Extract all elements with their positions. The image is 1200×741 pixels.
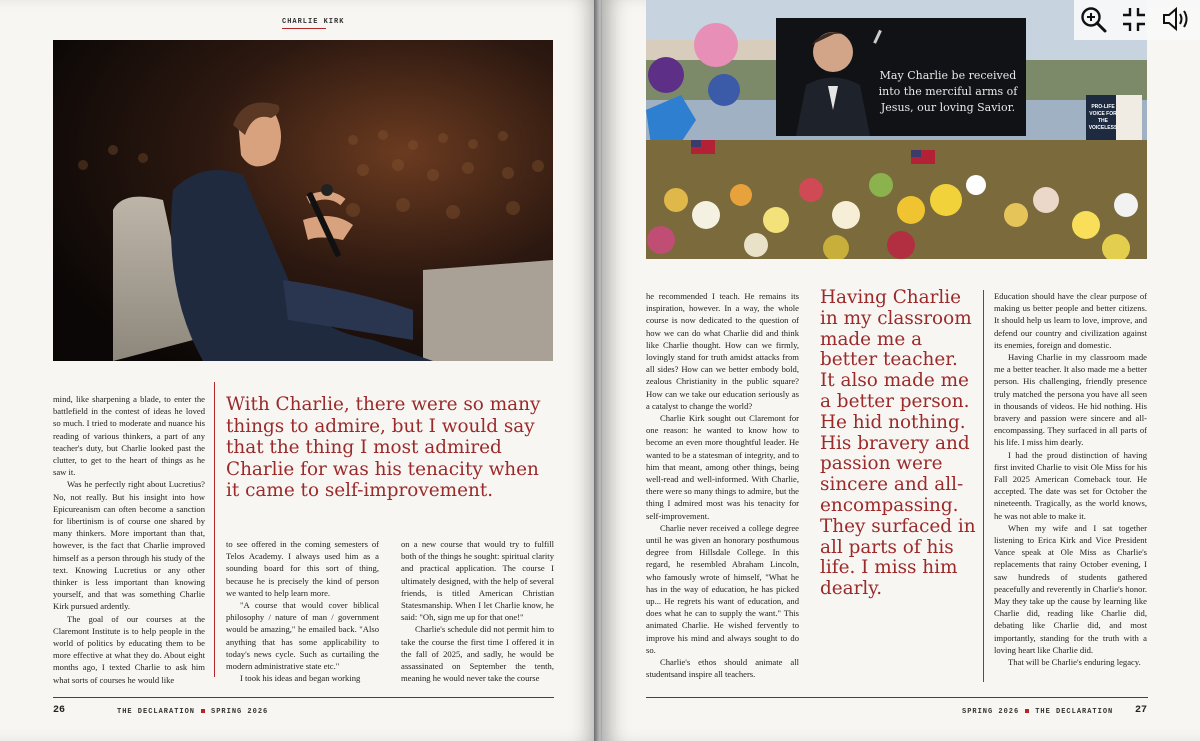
paragraph: Charlie never received a college degree until he was given an honorary posthumous degree from Hillsdale College. In this regard, he resembled Abraham Lincoln, who famously wrote of himself, "What he has in the way of education, he has picked up... He regrets his want of education, and does what he can to supply the want." This animated Charlie. He wished fervently to improve his mind and always sought to do so. xyxy=(646,522,799,655)
zoom-in-icon[interactable] xyxy=(1078,4,1110,34)
footer-credit xyxy=(962,708,1113,716)
paragraph: "A course that would cover biblical philosophy / nature of man / government would be amazing," he emailed back. "Also anything that has some applicability to today's news cycle. Such as curtailing the modern administrative state etc." xyxy=(226,600,379,672)
issue-name: SPRING 2026 xyxy=(211,708,269,716)
right-page xyxy=(602,0,1200,741)
page-number: 26 xyxy=(53,705,66,716)
pull-quote: With Charlie, there were so many things to admire, but I would say that the thing I most admired Charlie for was his tenacity when it came to self-improvement. xyxy=(226,394,541,501)
paragraph: he recommended I teach. He remains its inspiration, however. In a way, the whole course is now dedicated to the question of how we can do what Charlie did and think like Charlie thought. How can we firmly, lovingly stand for truth amidst attacks from all sides? How can we better embody bold, zealous Christianity in the public square? How can we take our education seriously as a catalyst to change the world? xyxy=(646,291,799,411)
right-column-1 xyxy=(646,290,799,681)
paragraph: to see offered in the coming semesters of Telos Academy. I always used him as a sounding board for this sort of thing, because he is precisely the kind of person we wanted to help learn more. xyxy=(226,539,379,598)
left-column-3 xyxy=(401,538,554,684)
speaker-photo xyxy=(53,40,553,361)
memorial-photo-art xyxy=(646,0,1147,259)
page-number: 27 xyxy=(1135,705,1148,716)
left-page xyxy=(0,0,598,741)
section-kicker: CHARLIE KIRK xyxy=(282,18,345,26)
publication-name: THE DECLARATION xyxy=(117,708,196,716)
viewer-toolbar xyxy=(1074,0,1200,40)
publication-name: THE DECLARATION xyxy=(1035,708,1114,716)
pull-quote-rule xyxy=(214,382,215,677)
footer-separator xyxy=(1025,709,1029,713)
audio-icon[interactable] xyxy=(1160,4,1192,34)
paragraph: mind, like sharpening a blade, to enter the battlefield in the contest of ideas he loved so much. I tried to moderate and nuance his reading of various thinkers, a part of any teacher's duty, but Charlie looked past the clutter, to get to the heart of things as he saw it. xyxy=(53,394,205,478)
paragraph: Education should have the clear purpose of making us better people and better citizens. It should help us learn to love, improve, and defend our country and civilization against its enemies, foreign and domestic. xyxy=(994,291,1147,350)
footer-rule xyxy=(53,697,554,698)
paragraph: Having Charlie in my classroom made me a better teacher. It also made me a better person. His challenging, friendly presence truly matched the persona you have all seen in thousands of videos. He hid nothing. His bravery and passion were sincere and all-encompassing. They surfaced in all parts of his life. I miss him dearly. xyxy=(994,352,1147,448)
paragraph: When my wife and I sat together listening to Erica Kirk and Vice President Vance speak at Ole Miss as Charlie's replacements that rainy October evening, I saw hundreds of students gathered peacefully and reverently in Charlie's honor. May they take up the cause by learning like Charlie did, reading like Charlie did, debating like Charlie did, and most importantly, standing for the truth with a loving heart like Charlie did. xyxy=(994,522,1147,655)
paragraph: Charlie's schedule did not permit him to take the course the first time I offered it in the fall of 2025, and sadly, he would be assassinated on September the tenth, meaning he would never take the course xyxy=(401,624,554,684)
memorial-sign-text: May Charlie be received into the merciful arms of Jesus, our loving Savior. xyxy=(878,69,1018,114)
paragraph: Was he perfectly right about Lucretius? No, not really. But his insight into how Epicureanism can often become a sanction for libertinism is of course one shared by many thinkers. More important than that, however, is the fact that Charlie improved himself as a person through his study of the text. Knowing Lucretius or any other thinker is less important than knowing yourself, and that was something Charlie Kirk pursued ardently. xyxy=(53,479,205,612)
left-column-1 xyxy=(53,393,205,686)
paragraph: The goal of our courses at the Claremont Institute is to help people in the world of politics by educating them to be more effective at what they do. About eight months ago, I texted Charlie to ask him what sorts of courses he would like xyxy=(53,613,205,685)
paragraph: I had the proud distinction of having first invited Charlie to visit Ole Miss for his Fall 2025 American Comeback tour. He accepted. The date was set for October the nineteenth. Tragically, as the world knows, he was not able to make it. xyxy=(994,449,1147,521)
exit-fullscreen-icon[interactable] xyxy=(1118,4,1150,34)
memorial-photo xyxy=(646,0,1147,259)
paragraph: Charlie Kirk sought out Claremont for one reason: he wanted to know how to become an even more thoughtful leader. He wanted to be a statesman of integrity, and to him that meant, among other things, being well-read and well-informed. With Charlie, there were so many things to admire, but the thing I admired most was his tenacity for self-improvement. xyxy=(646,413,799,521)
pro-life-sign-text: PRO-LIFE VOICE FOR THE VOICELESS xyxy=(1088,104,1118,131)
footer-credit xyxy=(117,708,268,716)
kicker-rule xyxy=(282,28,326,29)
issue-name: SPRING 2026 xyxy=(962,708,1020,716)
pull-quote-rule xyxy=(983,290,984,682)
footer-rule xyxy=(646,697,1148,698)
paragraph: I took his ideas and began working xyxy=(240,673,361,684)
speaker-photo-art xyxy=(53,40,553,361)
paragraph: That will be Charlie's enduring legacy. xyxy=(1008,657,1141,668)
paragraph: on a new course that would try to fulfill both of the things he sought: spiritual clarity and practical application. The course I ultimately designed, with the help of several friends, is titled American Christian Statesmanship. When I let Charlie know, he said: "Oh, sign me up for that one!" xyxy=(401,539,554,623)
paragraph: Charlie's ethos should animate all studentsand inspire all teachers. xyxy=(646,657,799,680)
footer-separator xyxy=(201,709,205,713)
left-column-2 xyxy=(226,538,379,684)
pull-quote: Having Charlie in my classroom made me a better teacher. It also made me a better person. He hid nothing. His bravery and passion were sincere and all-encompassing. They surfaced in all parts of his life. I miss him dearly. xyxy=(820,287,976,600)
right-column-3 xyxy=(994,290,1147,668)
